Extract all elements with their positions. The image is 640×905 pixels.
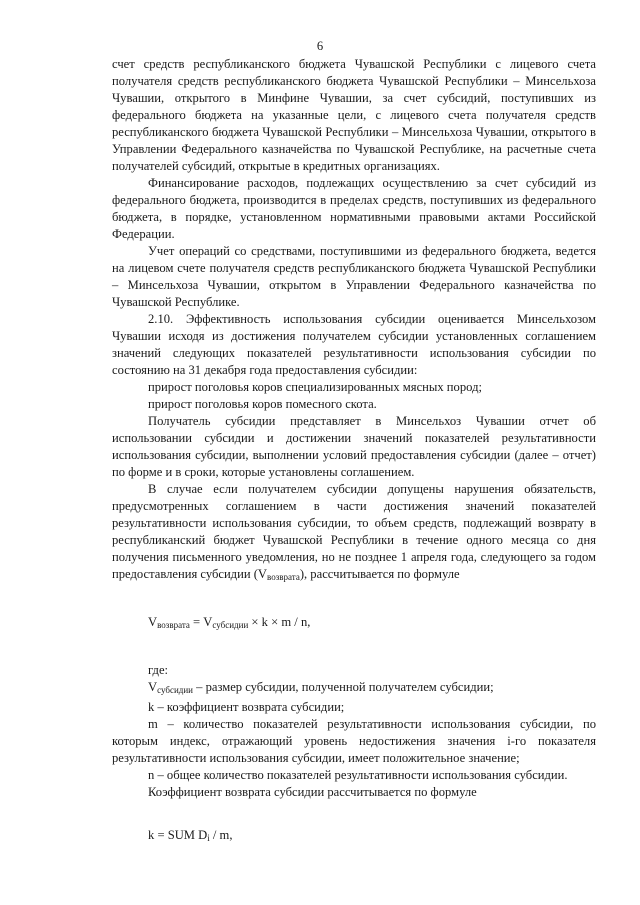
definition-n: n – общее количество показателей результативности использования субсидии. — [148, 768, 568, 782]
formula-coefficient: k = SUM $D_i$ / m, — [148, 828, 233, 843]
indicator-item: прирост поголовья коров помесного скота. — [148, 397, 377, 411]
definition-m: m – количество показателей результативности использования субсидии, по которым индекс, отражающий уровень недостижения значения i-го показателя результативности использования субсидии, имеет положительное значение; — [112, 717, 596, 765]
definition-v-subsidy: $V_{субсидии}$ – размер субсидии, полученной получателем субсидии; — [148, 680, 494, 695]
paragraph-account: счет средств республиканского бюджета Чувашской Республики с лицевого счета получателя средств республиканского бюджета Чувашской Республики – Минсельхоза Чувашии, открытого в Минфине Чувашии, за счет субсидий, поступивших из федерального бюджета на указанные цели, с лицевого счета получателя средств республиканского бюджета Чувашской Республики – Минсельхоза Чувашии, открытого в Управлении Федерального казначейства по Чувашской Республике, на расчетные счета получателей субсидий, открытые в кредитных организациях. — [112, 57, 596, 173]
definition-k: k – коэффициент возврата субсидии; — [148, 700, 345, 714]
formula-return-amount: $V_{возврата} = V_{субсидии} \times k \times m / n$, — [148, 615, 311, 630]
paragraph-accounting: Учет операций со средствами, поступившими из федерального бюджета, ведется на лицевом счете получателя средств республиканского бюджета Чувашской Республики – Минсельхоза Чувашии, открытом в Управлении Федерального казначейства по Чувашской Республике. — [112, 244, 596, 309]
page-number: 6 — [316, 39, 324, 53]
indicator-item: прирост поголовья коров специализированных мясных пород; — [148, 380, 482, 394]
paragraph-efficiency: 2.10. Эффективность использования субсидии оценивается Минсельхозом Чувашии исходя из достижения получателем субсидии установленных соглашением значений следующих показателей результативности использования субсидии по состоянию на 31 декабря года предоставления субсидии: — [112, 312, 596, 377]
paragraph-financing: Финансирование расходов, подлежащих осуществлению за счет субсидий из федерального бюджета, производится в пределах средств, поступивших из федерального бюджета, в порядке, установленном нормативными правовыми актами Российской Федерации. — [112, 176, 596, 241]
paragraph-coefficient: Коэффициент возврата субсидии рассчитывается по формуле — [148, 785, 477, 799]
where-label: где: — [148, 663, 169, 677]
document-body — [112, 56, 596, 847]
paragraph-violation: В случае если получателем субсидии допущены нарушения обязательств, предусмотренных соглашением в части достижения значений показателей результативности использования субсидии, то объем средств, подлежащий возврату в республиканский бюджет Чувашской Республики в течение одного месяца со дня получения письменного уведомления, но не позднее 1 апреля года, следующего за годом предоставления субсидии $(V_{возврата})$, рассчитывается по формуле — [112, 482, 596, 582]
paragraph-report: Получатель субсидии представляет в Минсельхоз Чувашии отчет об использовании субсидии и достижении значений показателей результативности использования субсидии, выполнении условий предоставления субсидии (далее – отчет) по форме и в сроки, которые установлены соглашением. — [112, 414, 596, 479]
